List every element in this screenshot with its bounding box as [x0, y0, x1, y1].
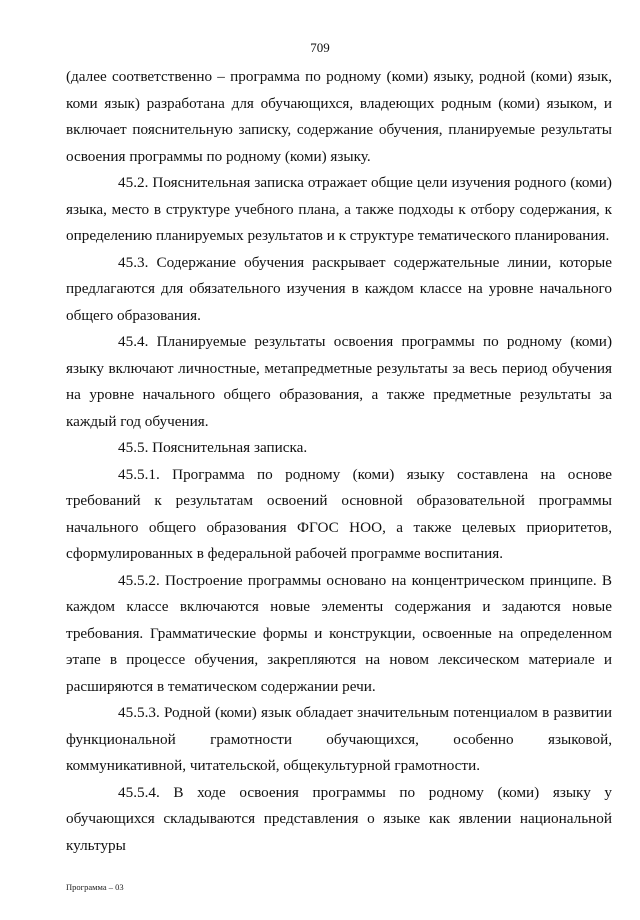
paragraph-45-5-3: 45.5.3. Родной (коми) язык обладает значительным потенциалом в развитии функциональной грамотности обучающихся, особенно языковой, коммуникативной, читательской, общекультурной грамотности. — [66, 704, 612, 774]
paragraph-45-2: 45.2. Пояснительная записка отражает общие цели изучения родного (коми) языка, место в структуре учебного плана, а также подходы к отбору содержания, к определению планируемых результатов и к структуре тематического планирования. — [66, 174, 612, 244]
paragraph-45-3: 45.3. Содержание обучения раскрывает содержательные линии, которые предлагаются для обязательного изучения в каждом классе на уровне начального общего образования. — [66, 253, 612, 324]
paragraph-intro: (далее соответственно – программа по родному (коми) языку, родной (коми) язык, коми язык) разработана для обучающихся, владеющих родным (коми) языком, и включает пояснительную записку, содержание обучения, планируемые результаты освоения программы по родному (коми) языку. — [66, 68, 612, 165]
paragraph-45-5: 45.5. Пояснительная записка. — [118, 439, 308, 456]
paragraph-45-5-4: 45.5.4. В ходе освоения программы по родному (коми) языку у обучающихся складываются представления о языке как явлении национальной культуры — [66, 783, 612, 854]
paragraph-45-4: 45.4. Планируемые результаты освоения программы по родному (коми) языку включают личностные, метапредметные результаты за весь период обучения на уровне начального общего образования, а также предметные результаты за каждый год обучения. — [66, 333, 612, 430]
paragraph-45-5-1: 45.5.1. Программа по родному (коми) языку составлена на основе требований к результатам освоений основной образовательной программы начального общего образования ФГОС НОО, а также целевых приоритетов, сформулированных в федеральной рабочей программе воспитания. — [66, 465, 612, 562]
footer-label: Программа – 03 — [66, 882, 124, 892]
document-body — [66, 64, 612, 859]
page-number: 709 — [310, 40, 330, 55]
paragraph-45-5-2: 45.5.2. Построение программы основано на концентрическом принципе. В каждом классе включаются новые элементы содержания и задаются новые требования. Грамматические формы и конструкции, освоенные на определенном этапе в процессе обучения, закрепляются на новом лексическом материале и расширяются в тематическом содержании речи. — [66, 571, 612, 695]
